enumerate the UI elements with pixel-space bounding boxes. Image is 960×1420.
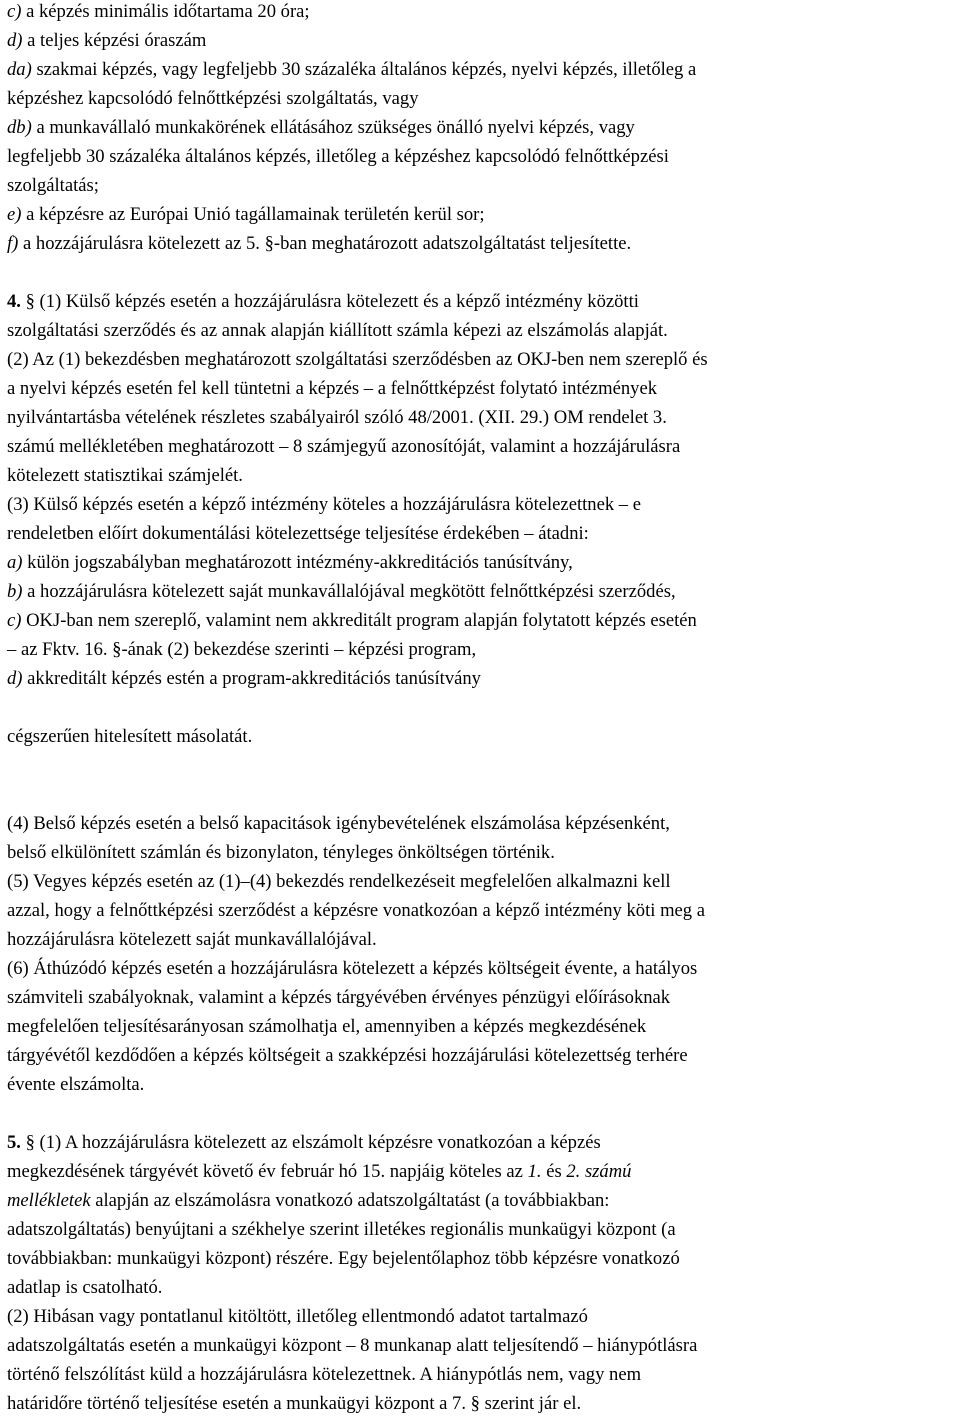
item-label: e) [7, 204, 22, 225]
annex-ref: 1. [527, 1161, 542, 1182]
text-line: nyilvántartásba vételének részletes szabályairól szóló 48/2001. (XII. 29.) OM rendelet 3. [7, 407, 667, 428]
text-line: határidőre történő teljesítése esetén a munkaügyi központ a 7. § szerint jár el. [7, 1393, 582, 1414]
text-line: legfeljebb 30 százaléka általános képzés, illetőleg a képzéshez kapcsolódó felnőttképzési [7, 146, 669, 167]
paragraph-text: § (1) A hozzájárulásra kötelezett az elszámolt képzésre vonatkozóan a képzés [20, 1132, 601, 1153]
item-label: db) [7, 117, 32, 138]
item-text: a képzésre az Európai Unió tagállamainak területén kerül sor; [21, 204, 485, 225]
item-label: da) [7, 59, 32, 80]
section-number: 4. [7, 291, 21, 312]
text-line: megfelelően teljesítésarányosan számolhatja el, amennyiben a képzés megkezdésének [7, 1016, 647, 1037]
text-line: kötelezett statisztikai számjelét. [7, 465, 243, 486]
text-run: megkezdésének tárgyévét követő év február hó 15. napjáig köteles az [7, 1161, 528, 1182]
item-text: a munkavállaló munkakörének ellátásához szükséges önálló nyelvi képzés, vagy [31, 117, 635, 138]
section-5-heading [7, 1133, 601, 1153]
text-line: azzal, hogy a felnőttképzési szerződést a képzésre vonatkozóan a képző intézmény köti meg a [7, 900, 705, 921]
text-line: továbbiakban: munkaügyi központ) részére. Egy bejelentőlaphoz több képzésre vonatkozó [7, 1248, 680, 1269]
item-text: a képzés minimális időtartama 20 óra; [21, 1, 310, 22]
section-4-heading [7, 292, 639, 312]
text-run: alapján az elszámolásra vonatkozó adatszolgáltatást (a továbbiakban: [90, 1190, 610, 1211]
item-db [7, 118, 635, 138]
text-line: számviteli szabályoknak, valamint a képzés tárgyévében érvényes pénzügyi előírásoknak [7, 987, 671, 1008]
text-line: hozzájárulásra kötelezett saját munkavállalójával. [7, 929, 377, 950]
section-number: 5. [7, 1132, 21, 1153]
text-line: adatszolgáltatás) benyújtani a székhelye szerint illetékes regionális munkaügyi központ (a [7, 1219, 676, 1240]
text-line: (4) Belső képzés esetén a belső kapacitások igénybevételének elszámolása képzésenként, [7, 813, 670, 834]
text-line: (2) Az (1) bekezdésben meghatározott szolgáltatási szerződésben az OKJ-ben nem szereplő és [7, 349, 708, 370]
item-da [7, 60, 696, 80]
text-line: belső elkülönített számlán és bizonylaton, tényleges önköltségen történik. [7, 842, 555, 863]
annex-ref: mellékletek [7, 1190, 91, 1211]
text-line: cégszerűen hitelesített másolatát. [7, 726, 253, 747]
paragraph-text: § (1) Külső képzés esetén a hozzájárulásra kötelezett és a képző intézmény közötti [20, 291, 639, 312]
text-line: a nyelvi képzés esetén fel kell tüntetni a képzés – a felnőttképzést folytató intézmények [7, 378, 658, 399]
text-line: rendeletben előírt dokumentálási kötelezettsége teljesítése érdekében – átadni: [7, 523, 589, 544]
item-label: d) [7, 30, 23, 51]
item-c [7, 611, 697, 631]
item-text: a hozzájárulásra kötelezett saját munkavállalójával megkötött felnőttképzési szerződés, [22, 581, 676, 602]
item-text: külön jogszabályban meghatározott intézmény-akkreditációs tanúsítvány, [22, 552, 573, 573]
text-line: képzéshez kapcsolódó felnőttképzési szolgáltatás, vagy [7, 88, 419, 109]
text-line: szolgáltatás; [7, 175, 99, 196]
item-text: akkreditált képzés estén a program-akkreditációs tanúsítvány [22, 668, 481, 689]
item-text: OKJ-ban nem szereplő, valamint nem akkreditált program alapján folytatott képzés esetén [21, 610, 697, 631]
text-run: és [541, 1161, 567, 1182]
item-label: c) [7, 1, 22, 22]
text-line: (3) Külső képzés esetén a képző intézmény köteles a hozzájárulásra kötelezettnek – e [7, 494, 641, 515]
item-e [7, 205, 485, 225]
item-a [7, 553, 573, 573]
item-b [7, 582, 676, 602]
item-text: szakmai képzés, vagy legfeljebb 30 százaléka általános képzés, nyelvi képzés, illetőleg a [31, 59, 697, 80]
text-line: tárgyévétől kezdődően a képzés költségeit a szakképzési hozzájárulási kötelezettség terhére [7, 1045, 688, 1066]
item-text: a teljes képzési óraszám [22, 30, 207, 51]
item-d [7, 669, 481, 689]
text-line: adatlap is csatolható. [7, 1277, 163, 1298]
item-f [7, 234, 631, 254]
item-label: d) [7, 668, 23, 689]
item-label: c) [7, 610, 22, 631]
item-d [7, 31, 206, 51]
text-line: évente elszámolta. [7, 1074, 145, 1095]
text-line: (2) Hibásan vagy pontatlanul kitöltött, illetőleg ellentmondó adatot tartalmazó [7, 1306, 588, 1327]
text-line [7, 1191, 609, 1211]
text-line: történő felszólítást küld a hozzájárulásra kötelezettnek. A hiánypótlás nem, vagy nem [7, 1364, 642, 1385]
text-line: szolgáltatási szerződés és az annak alapján kiállított számla képezi az elszámolás alapját. [7, 320, 668, 341]
text-line: (5) Vegyes képzés esetén az (1)–(4) bekezdés rendelkezéseit megfelelően alkalmazni kell [7, 871, 671, 892]
item-text: a hozzájárulásra kötelezett az 5. §-ban meghatározott adatszolgáltatást teljesítette. [18, 233, 632, 254]
item-label: a) [7, 552, 23, 573]
annex-ref: 2. számú [566, 1161, 632, 1182]
text-line: adatszolgáltatás esetén a munkaügyi központ – 8 munkanap alatt teljesítendő – hiánypótlásra [7, 1335, 698, 1356]
text-line [7, 1162, 631, 1182]
text-line: – az Fktv. 16. §-ának (2) bekezdése szerinti – képzési program, [7, 639, 477, 660]
text-line: (6) Áthúzódó képzés esetén a hozzájárulásra kötelezett a képzés költségeit évente, a hatályos [7, 958, 698, 979]
text-line: számú mellékletében meghatározott – 8 számjegyű azonosítóját, valamint a hozzájárulásra [7, 436, 681, 457]
item-label: b) [7, 581, 23, 602]
item-c [7, 2, 310, 22]
item-label: f) [7, 233, 19, 254]
